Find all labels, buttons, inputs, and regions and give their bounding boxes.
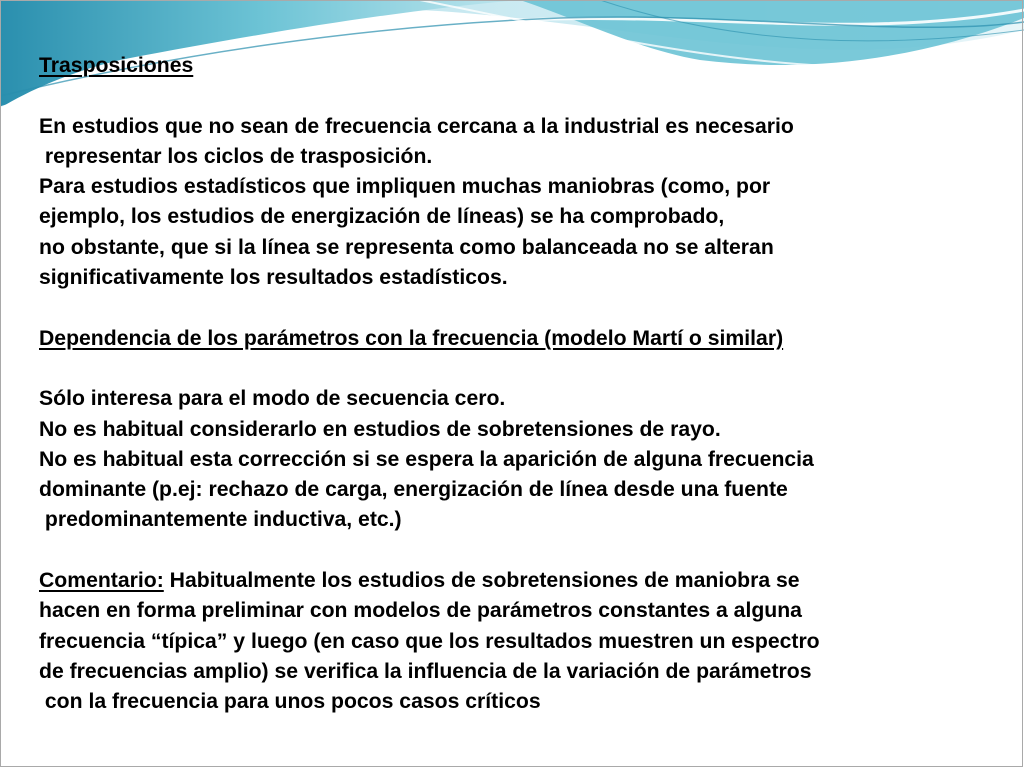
slide-body xyxy=(39,51,1004,718)
paragraph-line: ejemplo, los estudios de energización de líneas) se ha comprobado, xyxy=(39,205,725,229)
paragraph-line: En estudios que no sean de frecuencia cercana a la industrial es necesario xyxy=(39,114,794,138)
paragraph-line: frecuencia “típica” y luego (en caso que los resultados muestren un espectro xyxy=(39,629,820,653)
paragraph-line: de frecuencias amplio) se verifica la influencia de la variación de parámetros xyxy=(39,659,812,683)
comentario-label: Comentario: xyxy=(39,569,164,593)
paragraph-line: Para estudios estadísticos que impliquen muchas maniobras (como, por xyxy=(39,175,771,199)
paragraph-line: dominante (p.ej: rechazo de carga, energización de línea desde una fuente xyxy=(39,478,788,502)
paragraph-line: significativamente los resultados estadísticos. xyxy=(39,266,508,290)
spacer xyxy=(39,536,1004,566)
section-heading-dependencia: Dependencia de los parámetros con la frecuencia (modelo Martí o similar) xyxy=(39,326,784,350)
section-heading-trasposiciones: Trasposiciones xyxy=(39,54,194,77)
paragraph-line: representar los ciclos de trasposición. xyxy=(39,144,433,168)
paragraph-line: hacen en forma preliminar con modelos de parámetros constantes a alguna xyxy=(39,599,802,623)
paragraph-line: predominantemente inductiva, etc.) xyxy=(39,508,402,532)
spacer xyxy=(39,81,1004,111)
spacer xyxy=(39,293,1004,323)
comentario-first-line xyxy=(39,566,1004,596)
paragraph-line: Sólo interesa para el modo de secuencia cero. xyxy=(39,387,506,411)
paragraph-line: no obstante, que si la línea se representa como balanceada no se alteran xyxy=(39,235,774,259)
comentario-first-line-text: Habitualmente los estudios de sobretensiones de maniobra se xyxy=(163,569,800,593)
spacer xyxy=(39,354,1004,384)
paragraph-line: No es habitual esta corrección si se espera la aparición de alguna frecuencia xyxy=(39,447,814,471)
paragraph-line: No es habitual considerarlo en estudios de sobretensiones de rayo. xyxy=(39,417,721,441)
paragraph-line: con la frecuencia para unos pocos casos críticos xyxy=(39,690,541,714)
